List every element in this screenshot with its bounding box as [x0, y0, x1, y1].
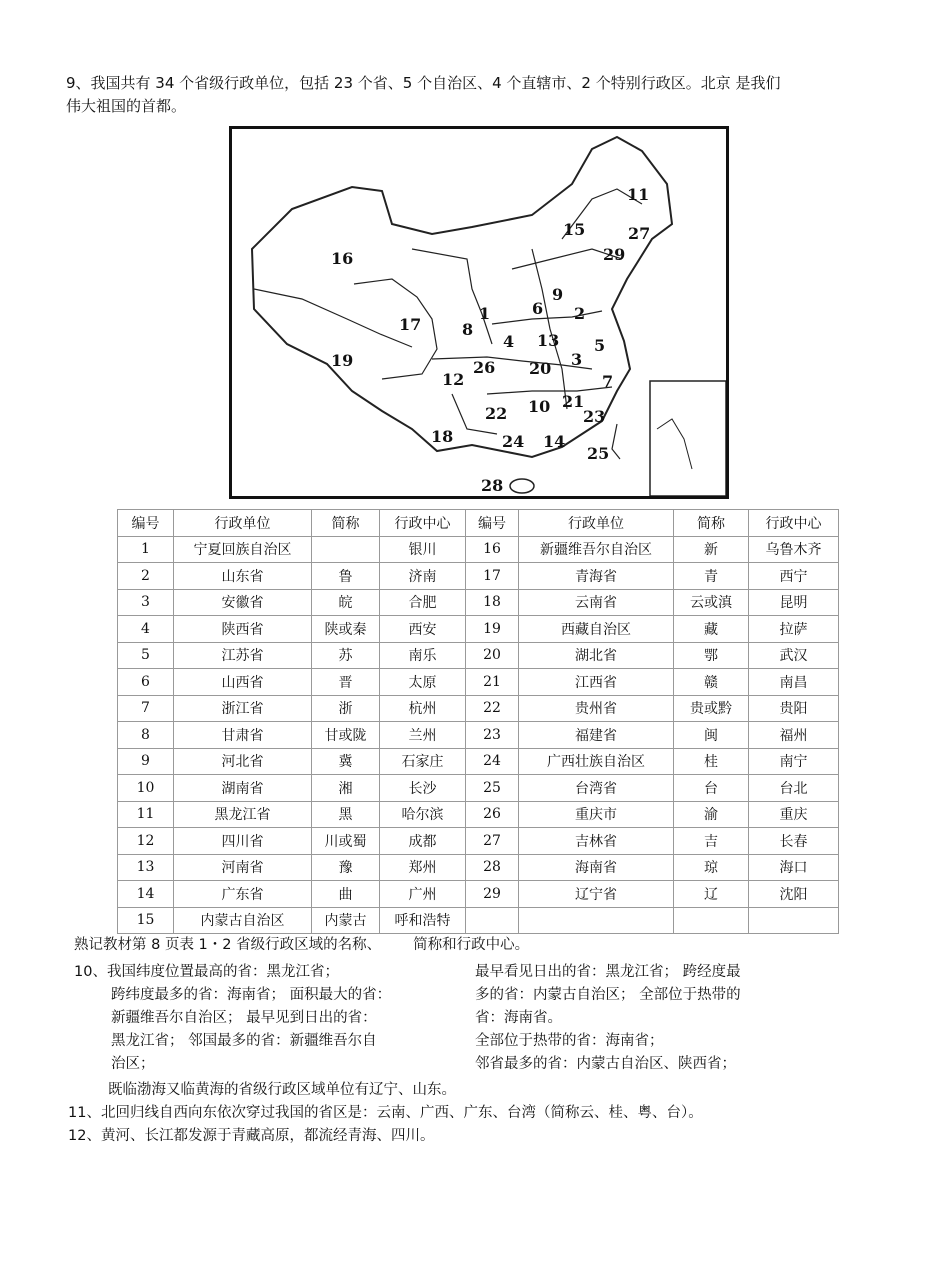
- memo-text-b: 简称和行政中心。: [413, 937, 530, 953]
- table-cell: 西藏自治区: [519, 616, 674, 643]
- china-outline: [252, 137, 672, 457]
- table-cell: 河北省: [174, 748, 312, 775]
- table-cell: 冀: [312, 748, 380, 775]
- table-row: [118, 695, 839, 722]
- table-cell: 贵州省: [519, 695, 674, 722]
- table-cell: 郑州: [380, 854, 466, 881]
- table-cell: 4: [118, 616, 174, 643]
- table-cell: 7: [118, 695, 174, 722]
- table-cell: 福建省: [519, 722, 674, 749]
- note-right-1: 最早看见日出的省：黑龙江省； 跨经度最: [475, 964, 741, 980]
- table-cell: 27: [466, 828, 519, 855]
- hainan-island: [510, 479, 534, 493]
- table-cell: 5: [118, 642, 174, 669]
- table-cell: 13: [118, 854, 174, 881]
- table-cell: 合肥: [380, 589, 466, 616]
- header-unit: 行政单位: [174, 510, 312, 537]
- table-cell: 内蒙古: [312, 907, 380, 934]
- table-cell: 江苏省: [174, 642, 312, 669]
- table-cell: 桂: [674, 748, 749, 775]
- map-label-5: 5: [594, 336, 606, 355]
- memo-line: [74, 934, 529, 957]
- table-cell: 豫: [312, 854, 380, 881]
- table-cell: 甘或陇: [312, 722, 380, 749]
- header-number: 编号: [118, 510, 174, 537]
- table-cell: 晋: [312, 669, 380, 696]
- table-cell: 皖: [312, 589, 380, 616]
- table-cell: 浙江省: [174, 695, 312, 722]
- table-cell: 闽: [674, 722, 749, 749]
- table-cell: 6: [118, 669, 174, 696]
- table-row: [118, 907, 839, 934]
- table-cell: 台北: [749, 775, 839, 802]
- note-left-2: 跨纬度最多的省：海南省； 面积最大的省：: [111, 987, 392, 1003]
- table-cell: 17: [466, 563, 519, 590]
- map-label-11: 11: [627, 185, 650, 204]
- table-cell: 长春: [749, 828, 839, 855]
- table-cell: 陕或秦: [312, 616, 380, 643]
- table-cell: 四川省: [174, 828, 312, 855]
- table-cell: 江西省: [519, 669, 674, 696]
- table-cell: 武汉: [749, 642, 839, 669]
- table-cell: 曲: [312, 881, 380, 908]
- table-cell: 银川: [380, 536, 466, 563]
- table-cell: 台: [674, 775, 749, 802]
- table-cell: [749, 907, 839, 934]
- table-cell: 1: [118, 536, 174, 563]
- table-cell: 河南省: [174, 854, 312, 881]
- table-cell: 苏: [312, 642, 380, 669]
- table-cell: 29: [466, 881, 519, 908]
- map-label-21: 21: [562, 392, 585, 411]
- table-cell: 广州: [380, 881, 466, 908]
- table-row: [118, 722, 839, 749]
- table-cell: 26: [466, 801, 519, 828]
- table-cell: 西宁: [749, 563, 839, 590]
- table-cell: 乌鲁木齐: [749, 536, 839, 563]
- table-cell: 吉林省: [519, 828, 674, 855]
- table-row: [118, 642, 839, 669]
- map-label-24: 24: [502, 432, 525, 451]
- table-row: [118, 536, 839, 563]
- header-capital-2: 行政中心: [749, 510, 839, 537]
- table-row: [118, 828, 839, 855]
- note-right-5: 邻省最多的省：内蒙古自治区、陕西省；: [475, 1056, 736, 1072]
- table-header-row: [118, 510, 839, 537]
- table-cell: 重庆: [749, 801, 839, 828]
- table-cell: 成都: [380, 828, 466, 855]
- map-label-29: 29: [603, 245, 626, 264]
- map-label-20: 20: [529, 359, 552, 378]
- table-cell: 南昌: [749, 669, 839, 696]
- table-cell: 14: [118, 881, 174, 908]
- table-cell: 辽宁省: [519, 881, 674, 908]
- table-cell: [312, 536, 380, 563]
- table-cell: 太原: [380, 669, 466, 696]
- table-cell: 8: [118, 722, 174, 749]
- table-cell: 黑龙江省: [174, 801, 312, 828]
- table-cell: 川或蜀: [312, 828, 380, 855]
- table-cell: 新: [674, 536, 749, 563]
- table-cell: 山东省: [174, 563, 312, 590]
- province-table: [117, 509, 839, 934]
- table-cell: 贵阳: [749, 695, 839, 722]
- note-item-11: 11、北回归线自西向东依次穿过我国的省区是：云南、广西、广东、台湾（简称云、桂、粤、台）。: [68, 1105, 703, 1121]
- table-cell: 3: [118, 589, 174, 616]
- note-left-3: 新疆维吾尔自治区； 最早见到日出的省：: [111, 1010, 377, 1026]
- table-cell: 湘: [312, 775, 380, 802]
- notes-right-column: [475, 961, 815, 1076]
- map-label-13: 13: [537, 331, 560, 350]
- map-label-3: 3: [571, 350, 583, 369]
- table-cell: 杭州: [380, 695, 466, 722]
- table-cell: [466, 907, 519, 934]
- table-row: [118, 616, 839, 643]
- table-cell: 海口: [749, 854, 839, 881]
- table-cell: 渝: [674, 801, 749, 828]
- table-cell: [674, 907, 749, 934]
- table-cell: 湖南省: [174, 775, 312, 802]
- map-label-7: 7: [602, 372, 614, 391]
- table-cell: 昆明: [749, 589, 839, 616]
- table-cell: 青: [674, 563, 749, 590]
- table-cell: 拉萨: [749, 616, 839, 643]
- table-cell: 22: [466, 695, 519, 722]
- note-left-4: 黑龙江省； 邻国最多的省：新疆维吾尔自: [111, 1033, 377, 1049]
- table-cell: 18: [466, 589, 519, 616]
- map-label-28: 28: [481, 476, 504, 495]
- table-cell: 23: [466, 722, 519, 749]
- map-label-4: 4: [503, 332, 515, 351]
- header-capital: 行政中心: [380, 510, 466, 537]
- table-cell: 贵或黔: [674, 695, 749, 722]
- map-label-19: 19: [331, 351, 354, 370]
- table-cell: 24: [466, 748, 519, 775]
- notes-left-column: [74, 961, 469, 1076]
- note-left-1: 10、我国纬度位置最高的省：黑龙江省；: [74, 964, 339, 980]
- map-label-16: 16: [331, 249, 354, 268]
- table-cell: 内蒙古自治区: [174, 907, 312, 934]
- map-label-18: 18: [431, 427, 454, 446]
- table-cell: 安徽省: [174, 589, 312, 616]
- map-label-14: 14: [543, 432, 566, 451]
- table-cell: 长沙: [380, 775, 466, 802]
- table-cell: 甘肃省: [174, 722, 312, 749]
- table-row: [118, 801, 839, 828]
- taiwan-island: [612, 424, 620, 459]
- table-cell: 浙: [312, 695, 380, 722]
- map-label-22: 22: [485, 404, 508, 423]
- table-cell: 鄂: [674, 642, 749, 669]
- table-cell: 济南: [380, 563, 466, 590]
- map-label-10: 10: [528, 397, 551, 416]
- table-cell: 20: [466, 642, 519, 669]
- note-item-12: 12、黄河、长江都发源于青藏高原，都流经青海、四川。: [68, 1128, 435, 1144]
- table-cell: 25: [466, 775, 519, 802]
- table-cell: 广东省: [174, 881, 312, 908]
- table-cell: 呼和浩特: [380, 907, 466, 934]
- table-cell: 2: [118, 563, 174, 590]
- map-label-25: 25: [587, 444, 610, 463]
- table-cell: 16: [466, 536, 519, 563]
- table-row: [118, 748, 839, 775]
- table-cell: 9: [118, 748, 174, 775]
- table-cell: 黑: [312, 801, 380, 828]
- table-cell: 沈阳: [749, 881, 839, 908]
- table-cell: 海南省: [519, 854, 674, 881]
- table-cell: 青海省: [519, 563, 674, 590]
- header-abbr-2: 简称: [674, 510, 749, 537]
- table-cell: 福州: [749, 722, 839, 749]
- note-right-2: 多的省：内蒙古自治区； 全部位于热带的: [475, 987, 741, 1003]
- note-right-3: 省：海南省。: [475, 1010, 562, 1026]
- note-bohai: 既临渤海又临黄海的省级行政区域单位有辽宁、山东。: [108, 1082, 456, 1098]
- table-cell: 辽: [674, 881, 749, 908]
- map-label-8: 8: [462, 320, 474, 339]
- table-cell: 新疆维吾尔自治区: [519, 536, 674, 563]
- header-unit-2: 行政单位: [519, 510, 674, 537]
- map-label-23: 23: [583, 407, 606, 426]
- table-cell: 28: [466, 854, 519, 881]
- table-cell: 19: [466, 616, 519, 643]
- memo-text-a: 熟记教材第 8 页表 1・2 省级行政区域的名称、: [74, 937, 382, 953]
- map-label-17: 17: [399, 315, 422, 334]
- table-cell: 山西省: [174, 669, 312, 696]
- table-cell: 南乐: [380, 642, 466, 669]
- header-number-2: 编号: [466, 510, 519, 537]
- table-row: [118, 881, 839, 908]
- table-cell: 琼: [674, 854, 749, 881]
- map-label-6: 6: [532, 299, 544, 318]
- table-cell: 云或滇: [674, 589, 749, 616]
- table-cell: 兰州: [380, 722, 466, 749]
- table-row: [118, 854, 839, 881]
- table-cell: 11: [118, 801, 174, 828]
- table-cell: 宁夏回族自治区: [174, 536, 312, 563]
- map-label-12: 12: [442, 370, 465, 389]
- table-cell: 湖北省: [519, 642, 674, 669]
- table-cell: 陕西省: [174, 616, 312, 643]
- map-label-2: 2: [574, 304, 586, 323]
- table-cell: 吉: [674, 828, 749, 855]
- header-abbr: 简称: [312, 510, 380, 537]
- table-row: [118, 775, 839, 802]
- map-label-26: 26: [473, 358, 496, 377]
- table-body: [118, 536, 839, 934]
- table-cell: 广西壮族自治区: [519, 748, 674, 775]
- china-province-map: [229, 126, 729, 499]
- table-cell: [519, 907, 674, 934]
- note-right-4: 全部位于热带的省：海南省；: [475, 1033, 664, 1049]
- table-row: [118, 563, 839, 590]
- table-cell: 云南省: [519, 589, 674, 616]
- table-row: [118, 589, 839, 616]
- map-drawing: [232, 129, 726, 496]
- table-cell: 鲁: [312, 563, 380, 590]
- intro-line-2: 伟大祖国的首都。: [66, 97, 187, 115]
- table-cell: 21: [466, 669, 519, 696]
- table-cell: 10: [118, 775, 174, 802]
- intro-line-1: 9、我国共有 34 个省级行政单位，包括 23 个省、5 个自治区、4 个直辖市、2 个特别行政区。北京 是我们: [66, 74, 781, 92]
- table-cell: 西安: [380, 616, 466, 643]
- map-label-9: 9: [552, 285, 564, 304]
- table-cell: 重庆市: [519, 801, 674, 828]
- table-cell: 南宁: [749, 748, 839, 775]
- table-cell: 石家庄: [380, 748, 466, 775]
- map-label-1: 1: [479, 304, 491, 323]
- table-cell: 台湾省: [519, 775, 674, 802]
- intro-paragraph: [66, 72, 886, 118]
- table-cell: 12: [118, 828, 174, 855]
- table-cell: 哈尔滨: [380, 801, 466, 828]
- table-cell: 15: [118, 907, 174, 934]
- table-cell: 赣: [674, 669, 749, 696]
- note-left-5: 治区；: [111, 1056, 155, 1072]
- map-label-27: 27: [628, 224, 651, 243]
- table-row: [118, 669, 839, 696]
- table-cell: 藏: [674, 616, 749, 643]
- map-label-15: 15: [563, 220, 586, 239]
